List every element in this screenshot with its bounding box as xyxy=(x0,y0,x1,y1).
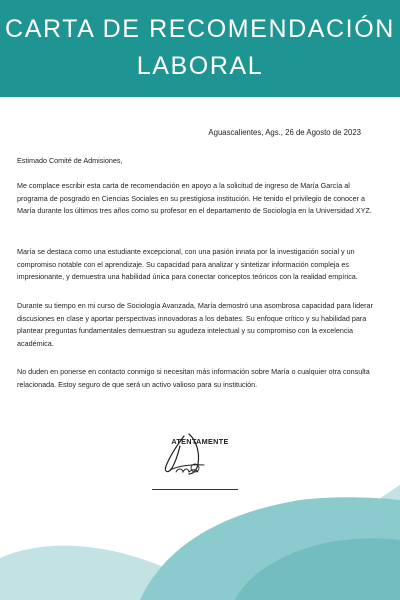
letter-title xyxy=(0,11,400,85)
paragraph-4: No duden en ponerse en contacto conmigo si necesitan más información sobre María o cualquier otra consulta relacionada. Estoy seguro de que será un activo valioso para su institución. xyxy=(17,367,370,389)
title-banner xyxy=(0,0,400,97)
signature-image xyxy=(152,430,227,482)
paragraph-1: Me complace escribir esta carta de recomendación en apoyo a la solicitud de ingreso de María García al programa de posgrado en Ciencias Sociales en su prestigiosa institución. He tenido el privilegio de conocer a María durante los últimos tres años como su profesor en el departamento de Sociología en la Universidad XYZ. xyxy=(17,181,372,215)
signature-line xyxy=(152,489,238,490)
paragraph-2: María se destaca como una estudiante excepcional, con una pasión innata por la investigación social y un compromiso notable con el aprendizaje. Su capacidad para analizar y sintetizar información compleja es impresionante, y demuestra una habilidad única para conectar conceptos teóricos con la realidad empírica. xyxy=(17,247,358,281)
paragraph-3: Durante su tiempo en mi curso de Sociología Avanzada, María demostró una asombrosa capacidad para liderar discusiones en clase y aportar perspectivas innovadoras a los debates. Su enfoque crítico y su habilidad para plantear preguntas fundamentales demuestran su agudeza intelectual y su compromiso con la excelencia académica. xyxy=(17,301,373,348)
letter-body xyxy=(17,128,385,389)
title-line-1: CARTA DE RECOMENDACIÓN xyxy=(5,15,395,43)
salutation: Estimado Comité de Admisiones, xyxy=(17,156,123,165)
closing-text: ATENTAMENTE xyxy=(171,437,229,446)
letter-date: Aguascalientes, Ags., 26 de Agosto de 2023 xyxy=(208,128,361,137)
title-line-2: LABORAL xyxy=(136,52,264,80)
